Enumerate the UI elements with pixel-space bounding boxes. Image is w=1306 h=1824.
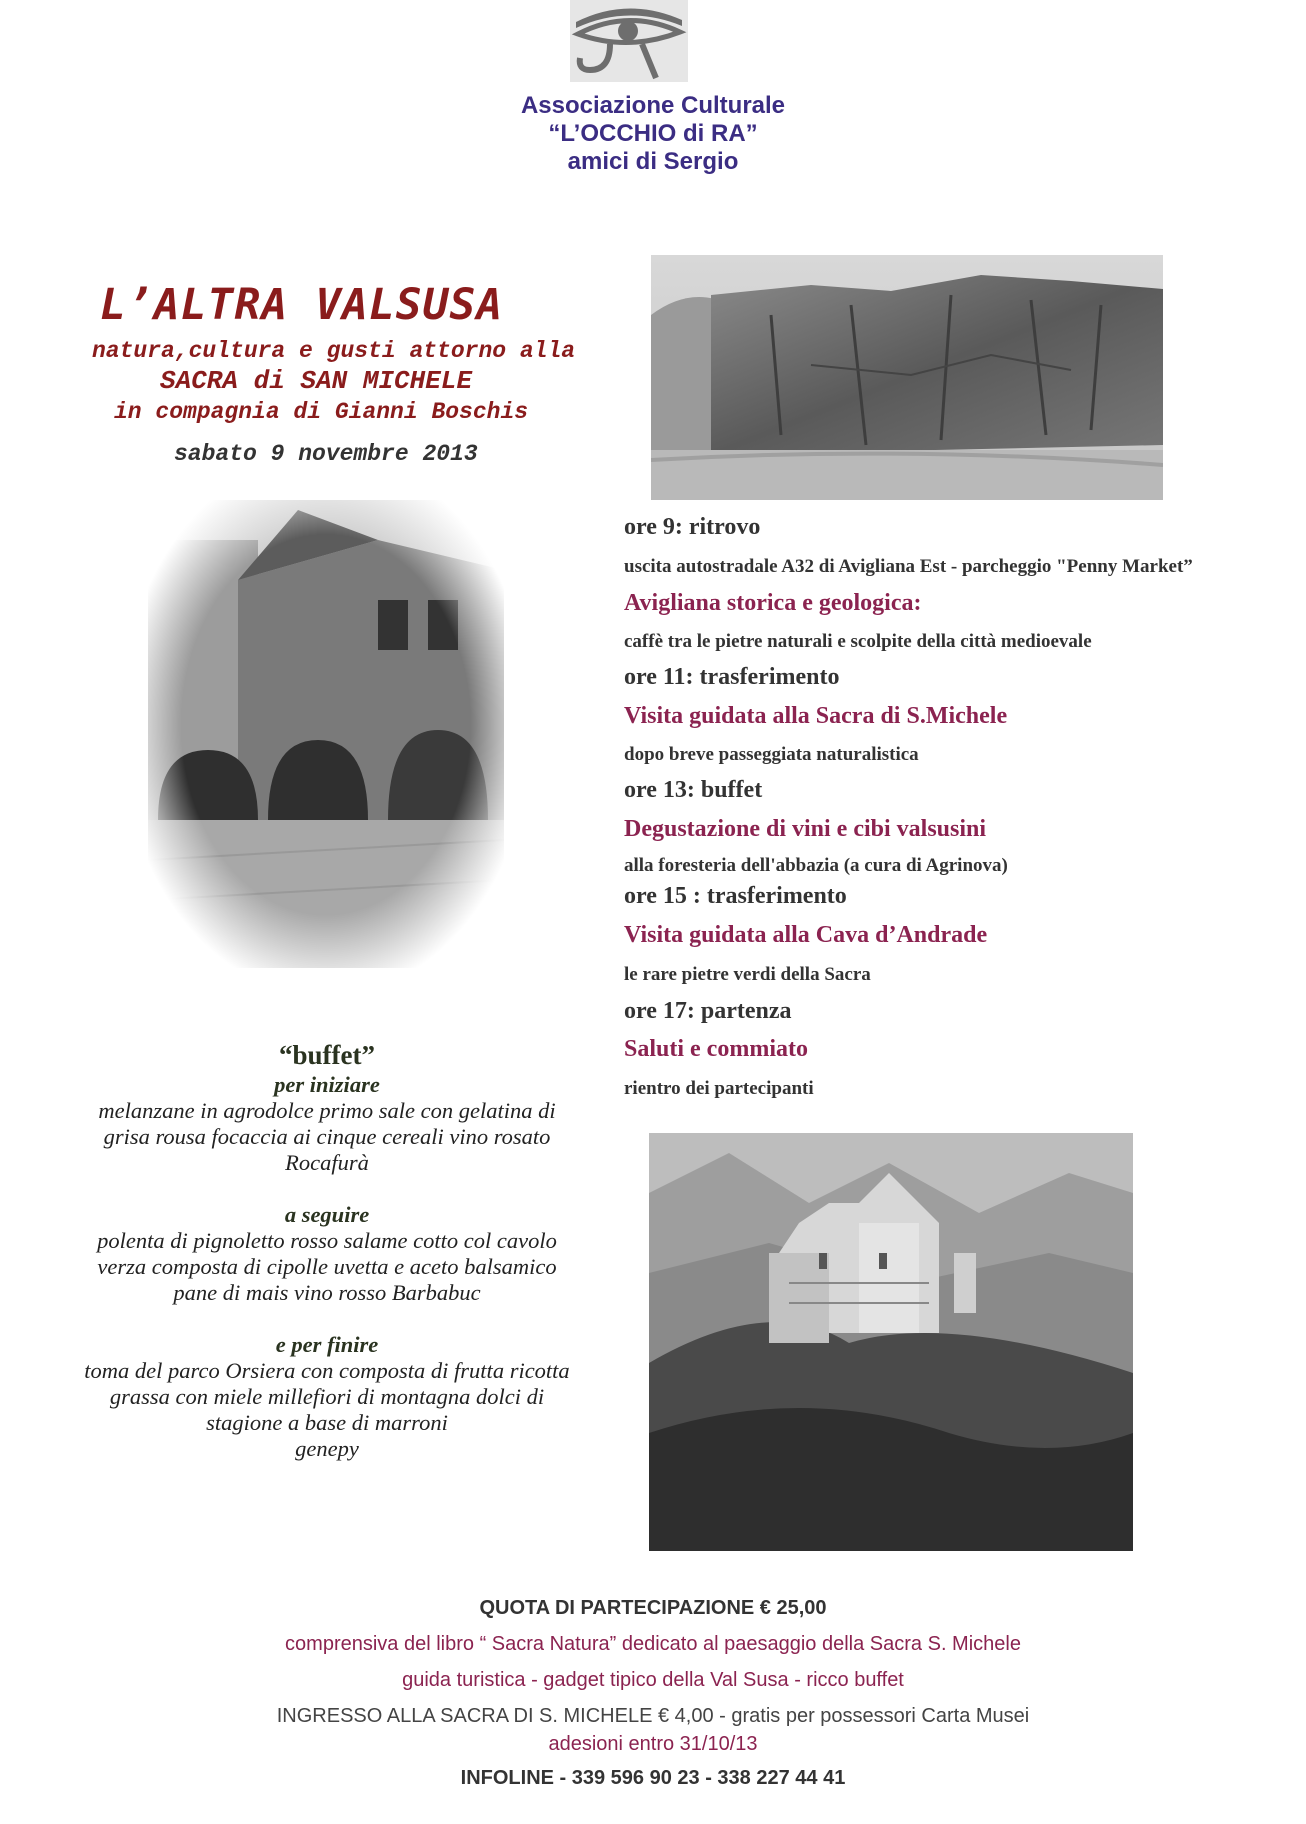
association-line-1: Associazione Culturale bbox=[520, 92, 786, 119]
event-subtitle-2: SACRA di SAN MICHELE bbox=[160, 366, 473, 396]
fee-includes-book: comprensiva del libro “ Sacra Natura” dedicato al paesaggio della Sacra S. Michele bbox=[285, 1633, 1021, 1655]
program-time: ore 17: partenza bbox=[624, 998, 792, 1024]
program-desc: alla foresteria dell'abbazia (a cura di Agrinova) bbox=[624, 855, 1008, 876]
menu-section-heading: e per finire bbox=[275, 1332, 379, 1357]
program-time: ore 11: trasferimento bbox=[624, 664, 840, 690]
participation-info bbox=[0, 1590, 1306, 1796]
menu-line: polenta di pignoletto rosso salame cotto col cavolo bbox=[97, 1228, 557, 1253]
program-time: ore 9: ritrovo bbox=[624, 514, 761, 540]
fee-includes-extras: guida turistica - gadget tipico della Val Susa - ricco buffet bbox=[402, 1669, 904, 1691]
program-time: ore 15 : trasferimento bbox=[624, 883, 847, 909]
program-activity: Degustazione di vini e cibi valsusini bbox=[624, 816, 987, 842]
program-activity: Visita guidata alla Cava d’Andrade bbox=[624, 922, 988, 948]
event-date: sabato 9 novembre 2013 bbox=[174, 441, 478, 467]
menu-line: verza composta di cipolle uvetta e aceto balsamico bbox=[97, 1254, 557, 1279]
menu-section-heading: per iniziare bbox=[274, 1072, 380, 1097]
menu-line: pane di mais vino rosso Barbabuc bbox=[173, 1280, 481, 1305]
association-logo bbox=[570, 0, 688, 82]
event-title: L’ALTRA VALSUSA bbox=[100, 280, 504, 330]
entrance-fee: INGRESSO ALLA SACRA DI S. MICHELE € 4,00 - gratis per possessori Carta Musei bbox=[276, 1705, 1030, 1727]
program-desc: le rare pietre verdi della Sacra bbox=[624, 964, 871, 985]
menu-line: grassa con miele millefiori di montagna dolci di bbox=[109, 1384, 545, 1409]
menu-line: toma del parco Orsiera con composta di frutta ricotta bbox=[84, 1358, 570, 1383]
event-subtitle-3: in compagnia di Gianni Boschis bbox=[114, 399, 529, 425]
buffet-menu bbox=[64, 1042, 590, 1462]
menu-section-heading: a seguire bbox=[284, 1202, 370, 1227]
menu-line: Rocafurà bbox=[285, 1150, 369, 1175]
avigliana-arcades-photo bbox=[148, 500, 504, 968]
association-line-2: “L’OCCHIO di RA” bbox=[548, 120, 758, 147]
program-activity: Avigliana storica e geologica: bbox=[624, 590, 922, 616]
buffet-title: “buffet” bbox=[279, 1040, 375, 1070]
program-activity: Saluti e commiato bbox=[624, 1036, 808, 1062]
cliff-photo bbox=[651, 255, 1163, 500]
menu-line: grisa rousa focaccia ai cinque cereali vino rosato bbox=[103, 1124, 551, 1149]
infoline-phone: INFOLINE - 339 596 90 23 - 338 227 44 41 bbox=[460, 1767, 846, 1789]
program-time: ore 13: buffet bbox=[624, 777, 763, 803]
program-desc: uscita autostradale A32 di Avigliana Est - parcheggio "Penny Market” bbox=[624, 556, 1193, 577]
association-line-3: amici di Sergio bbox=[567, 148, 739, 175]
program-activity: Visita guidata alla Sacra di S.Michele bbox=[624, 703, 1008, 729]
program-desc: caffè tra le pietre naturali e scolpite della città medioevale bbox=[624, 631, 1092, 652]
program-desc: dopo breve passeggiata naturalistica bbox=[624, 744, 919, 765]
registration-deadline: adesioni entro 31/10/13 bbox=[548, 1733, 758, 1755]
menu-line: stagione a base di marroni bbox=[206, 1410, 448, 1435]
program-desc: rientro dei partecipanti bbox=[624, 1078, 814, 1099]
participation-fee: QUOTA DI PARTECIPAZIONE € 25,00 bbox=[479, 1597, 827, 1619]
eye-of-ra-icon bbox=[570, 0, 688, 82]
event-subtitle-1: natura,cultura e gusti attorno alla bbox=[92, 338, 576, 364]
menu-line: melanzane in agrodolce primo sale con gelatina di bbox=[98, 1098, 556, 1123]
menu-line: genepy bbox=[295, 1436, 359, 1461]
association-name bbox=[380, 92, 926, 176]
sacra-di-san-michele-photo bbox=[649, 1133, 1133, 1551]
